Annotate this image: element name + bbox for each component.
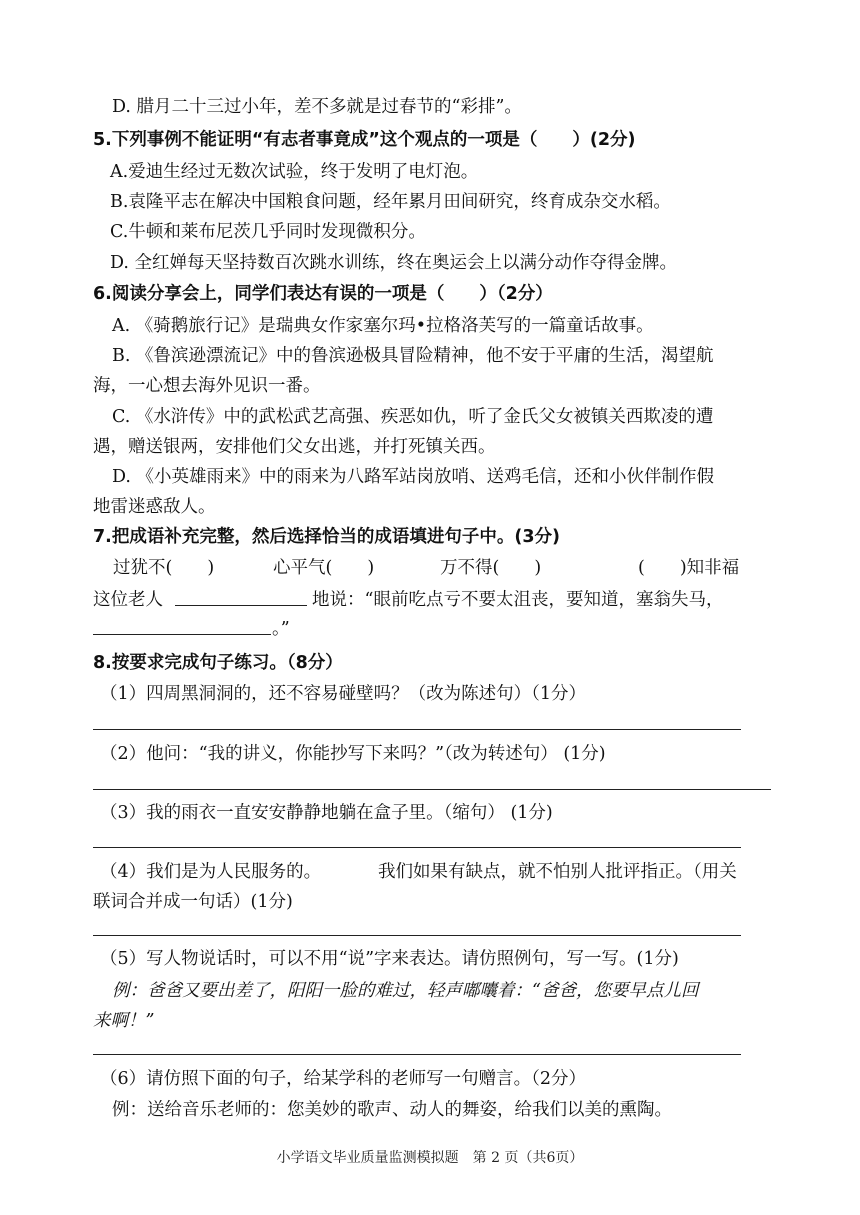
q8-item5: （5）写人物说话时，可以不用“说”字来表达。请仿照例句，写一写。(1分)	[100, 949, 679, 969]
q8-item5-example-line2: 来啊！”	[93, 1011, 155, 1031]
q8-item2: （2）他问：“我的讲义，你能抄写下来吗？”（改为转述句） (1分)	[100, 744, 606, 764]
q8-title: 8.按要求完成句子练习。（8分）	[93, 653, 343, 673]
q6-option-a: A. 《骑鹅旅行记》是瑞典女作家塞尔玛•拉格洛芙写的一篇童话故事。	[112, 316, 654, 336]
q7-idiom-2: 心平气( )	[273, 558, 375, 578]
q8-item4-part1: （4）我们是为人民服务的。	[100, 862, 322, 882]
q7-sentence-mid: 地说：“眼前吃点亏不要太沮丧，要知道，塞翁失马，	[312, 590, 724, 610]
q8-item5-answer-line[interactable]	[93, 1054, 741, 1055]
q6-option-d-line1: D. 《小英雄雨来》中的雨来为八路军站岗放哨、送鸡毛信，还和小伙伴制作假	[112, 467, 715, 487]
q4-option-d: D. 腊月二十三过小年，差不多就是过春节的“彩排”。	[112, 97, 522, 117]
q6-option-b-line1: B. 《鲁滨逊漂流记》中的鲁滨逊极具冒险精神，他不安于平庸的生活，渴望航	[112, 346, 714, 366]
q5-title: 5.下列事例不能证明“有志者事竟成”这个观点的一项是（ ）(2分)	[93, 130, 636, 150]
q8-item6-example: 例：送给音乐老师的：您美妙的歌声、动人的舞姿，给我们以美的熏陶。	[112, 1100, 672, 1120]
q5-option-d: D. 全红婵每天坚持数百次跳水训练，终在奥运会上以满分动作夺得金牌。	[110, 253, 678, 273]
q8-item1-answer-line[interactable]	[93, 729, 741, 730]
q8-item4-answer-line[interactable]	[93, 935, 741, 936]
q7-idiom-1: 过犹不( )	[113, 558, 215, 578]
q8-item3-answer-line[interactable]	[93, 847, 741, 848]
q8-item4-part3: 联词合并成一句话）(1分)	[93, 892, 293, 912]
q6-option-c-line2: 遇，赠送银两，安排他们父女出逃，并打死镇关西。	[93, 437, 496, 457]
q7-title: 7.把成语补充完整，然后选择恰当的成语填进句子中。(3分)	[93, 527, 560, 547]
q5-option-c: C.牛顿和莱布尼茨几乎同时发现微积分。	[110, 222, 426, 242]
q8-item2-answer-line[interactable]	[93, 789, 771, 790]
q5-option-a: A.爱迪生经过无数次试验，终于发明了电灯泡。	[110, 162, 479, 182]
q7-sentence-start: 这位老人	[93, 590, 163, 610]
q8-item5-example-line1: 例：爸爸又要出差了，阳阳一脸的难过，轻声嘟囔着：“爸爸，您要早点儿回	[112, 981, 699, 1001]
q6-option-d-line2: 地雷迷惑敌人。	[93, 497, 216, 517]
q6-title: 6.阅读分享会上，同学们表达有误的一项是（ ）（2分）	[93, 284, 553, 304]
q7-idiom-4: ( )知非福	[638, 558, 740, 578]
q8-item4-part2: 我们如果有缺点，就不怕别人批评指正。（用关	[378, 862, 737, 882]
q8-item6: （6）请仿照下面的句子，给某学科的老师写一句赠言。（2分）	[100, 1069, 587, 1089]
q7-idiom-3: 万不得( )	[440, 558, 542, 578]
q7-sentence-end: 。”	[272, 619, 290, 639]
q7-blank-2[interactable]	[93, 634, 271, 635]
q8-item3: （3）我的雨衣一直安安静静地躺在盒子里。（缩句） (1分)	[100, 803, 553, 823]
q7-blank-1[interactable]	[175, 605, 307, 606]
q8-item1: （1）四周黑洞洞的，还不容易碰壁吗？（改为陈述句）（1分）	[100, 684, 587, 704]
q6-option-c-line1: C. 《水浒传》中的武松武艺高强、疾恶如仇，听了金氏父女被镇关西欺凌的遭	[112, 407, 714, 427]
q5-option-b: B.袁隆平志在解决中国粮食问题，经年累月田间研究，终育成杂交水稻。	[110, 192, 671, 212]
page-footer: 小学语文毕业质量监测模拟题 第 2 页（共6页）	[276, 1150, 584, 1166]
q6-option-b-line2: 海，一心想去海外见识一番。	[93, 376, 321, 396]
